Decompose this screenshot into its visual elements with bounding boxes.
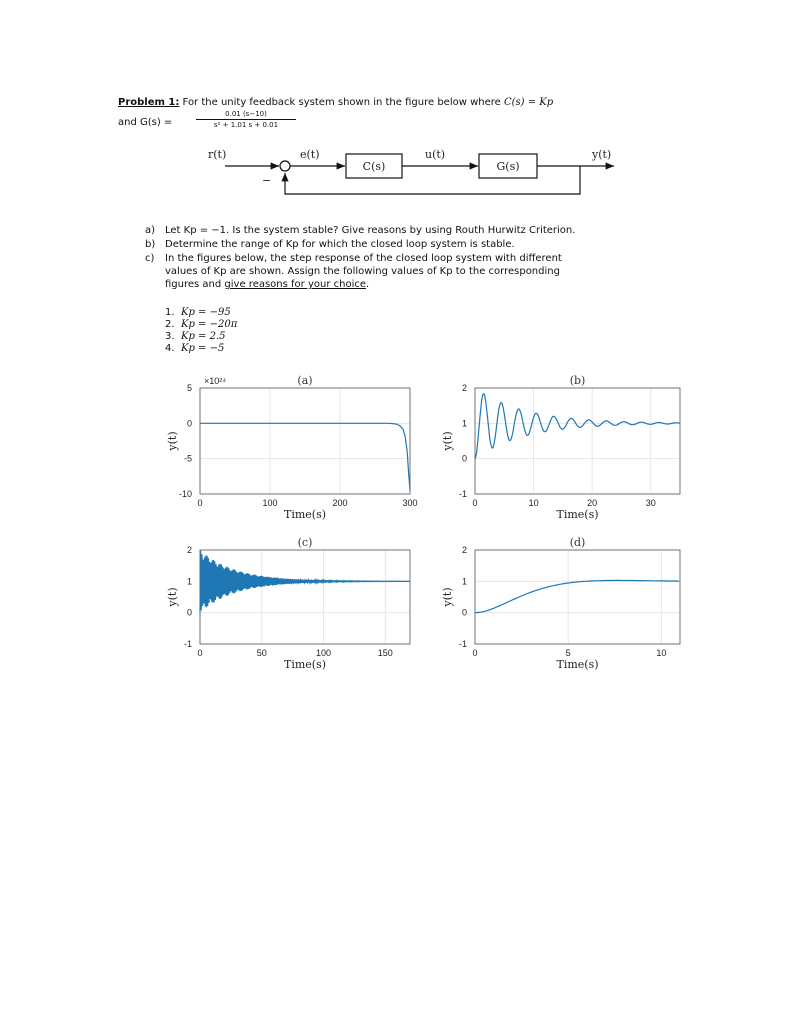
plot-title: (a) — [297, 374, 313, 387]
x-tick-label: 5 — [565, 648, 571, 658]
x-axis-label: Time(s) — [283, 658, 327, 671]
r-label: r(t) — [208, 148, 227, 161]
x-tick-label: 10 — [656, 648, 667, 658]
y-axis-label: y(t) — [441, 587, 454, 607]
y-tick-label: 1 — [461, 576, 467, 587]
axes-box — [475, 388, 680, 494]
x-tick-label: 0 — [197, 648, 203, 658]
problem-intro: For the unity feedback system shown in the figure below where — [182, 97, 501, 108]
y-tick-label: -1 — [183, 639, 192, 649]
y-axis-label: y(t) — [166, 431, 179, 451]
axes-box — [475, 550, 680, 644]
y-tick-label: 0 — [186, 607, 192, 618]
kp-item-3: 3. Kp = 2.5 — [165, 331, 226, 342]
series-line — [475, 580, 679, 612]
x-tick-label: 0 — [472, 648, 478, 658]
y-tick-label: 1 — [186, 576, 192, 587]
y-tick-label: 1 — [461, 418, 467, 429]
g-numerator: 0.01 (s−10) — [196, 110, 296, 120]
kp-item-4: 4. Kp = −5 — [165, 343, 225, 354]
y-tick-label: -1 — [458, 639, 467, 649]
g-denominator: s² + 1.01 s + 0.01 — [213, 121, 279, 129]
e-label: e(t) — [300, 148, 320, 161]
x-tick-label: 200 — [332, 498, 348, 508]
y-tick-label: -10 — [178, 489, 192, 499]
x-tick-label: 0 — [472, 498, 478, 508]
x-tick-label: 20 — [587, 498, 598, 508]
y-tick-label: 2 — [461, 383, 467, 393]
plot-c — [150, 538, 420, 678]
g-transfer-function — [196, 110, 296, 129]
question-c-line3: figures and give reasons for your choice. — [165, 279, 370, 290]
y-tick-label: -1 — [458, 489, 467, 499]
g-definition-label: and G(s) = — [118, 117, 173, 128]
y-tick-label: -5 — [183, 453, 192, 464]
y-label: y(t) — [592, 148, 612, 161]
axes-box — [200, 388, 410, 494]
plot-a — [150, 370, 420, 530]
problem-statement — [118, 96, 553, 109]
y-tick-label: 0 — [461, 453, 467, 464]
x-axis-label: Time(s) — [556, 658, 599, 671]
series-line — [200, 551, 410, 613]
y-exponent-label: ×10²⁴ — [204, 376, 227, 386]
x-tick-label: 150 — [377, 648, 393, 658]
axes-box — [200, 550, 410, 644]
x-axis-label: Time(s) — [283, 508, 327, 521]
kp-item-1: 1. Kp = −95 — [165, 307, 231, 318]
plot-title: (d) — [569, 536, 586, 549]
block-diagram — [200, 140, 660, 210]
series-line — [475, 394, 680, 459]
plot-d — [430, 538, 690, 678]
question-b: b) Determine the range of Kp for which the closed loop system is stable. — [145, 239, 515, 250]
series-line — [200, 423, 410, 490]
y-tick-label: 2 — [186, 545, 192, 555]
minus-sign: − — [262, 174, 272, 187]
question-a: a) Let Kp = −1. Is the system stable? Give reasons by using Routh Hurwitz Criterion. — [145, 225, 576, 236]
y-axis-label: y(t) — [166, 587, 179, 607]
u-label: u(t) — [425, 148, 446, 161]
plot-b — [430, 370, 690, 530]
x-tick-label: 30 — [645, 498, 656, 508]
c-block-label: C(s) — [362, 160, 386, 173]
x-tick-label: 10 — [528, 498, 539, 508]
y-tick-label: 0 — [186, 418, 192, 429]
question-c: c) In the figures below, the step response of the closed loop system with different — [145, 253, 562, 264]
x-tick-label: 100 — [316, 648, 332, 658]
problem-heading: Problem 1: — [118, 97, 180, 108]
x-axis-label: Time(s) — [556, 508, 599, 521]
y-tick-label: 0 — [461, 607, 467, 618]
plot-title: (c) — [297, 536, 313, 549]
x-tick-label: 50 — [256, 648, 267, 658]
y-tick-label: 5 — [186, 383, 192, 393]
x-tick-label: 100 — [262, 498, 278, 508]
c-definition: C(s) = Kp — [503, 97, 554, 108]
plot-title: (b) — [569, 374, 586, 387]
kp-item-2: 2. Kp = −20π — [165, 319, 238, 330]
summing-junction — [280, 161, 290, 171]
question-c-line2: values of Kp are shown. Assign the following values of Kp to the corresponding — [165, 266, 560, 277]
x-tick-label: 0 — [197, 498, 203, 508]
y-axis-label: y(t) — [441, 431, 454, 451]
x-tick-label: 300 — [402, 498, 418, 508]
g-block-label: G(s) — [496, 160, 520, 173]
y-tick-label: 2 — [461, 545, 467, 555]
